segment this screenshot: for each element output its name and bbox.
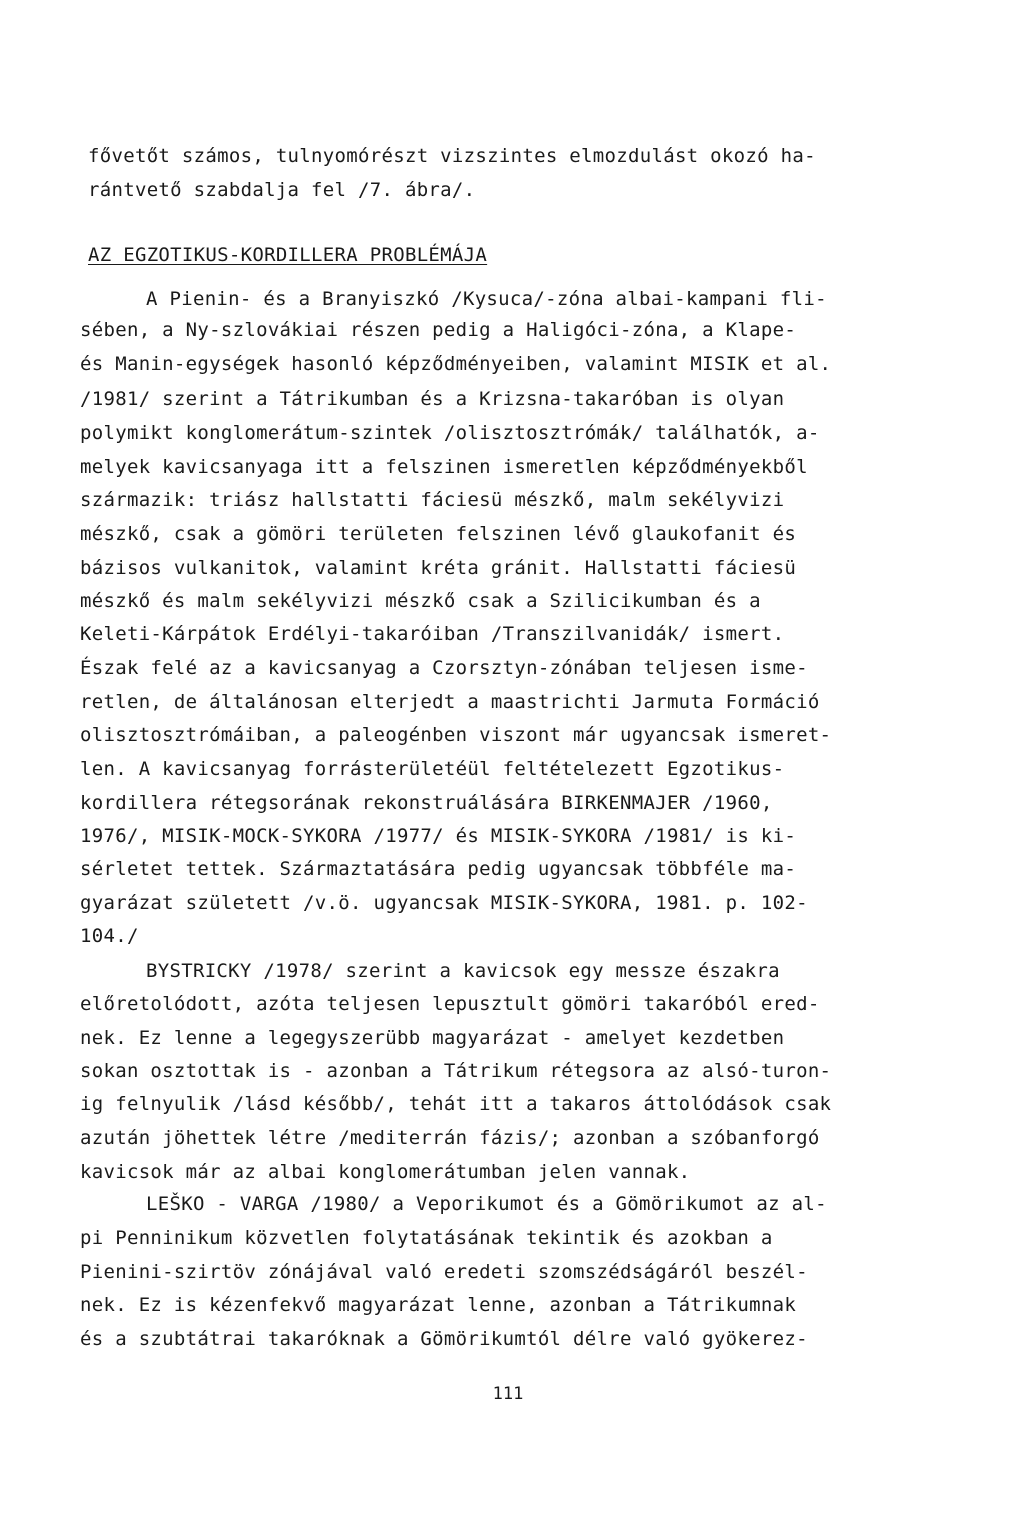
text-line: mészkő és malm sekélyvizi mészkő csak a Szilicikumban és a: [80, 590, 761, 612]
text-line: ig felnyulik /lásd később/, tehát itt a takaros áttolódások csak: [80, 1093, 832, 1115]
section-heading: AZ EGZOTIKUS-KORDILLERA PROBLÉMÁJA: [88, 244, 488, 266]
text-line: mészkő, csak a gömöri területen felszinen lévő glaukofanit és: [80, 523, 797, 545]
text-line: len. A kavicsanyag forrásterületéül feltételezett Egzotikus-: [80, 758, 785, 780]
text-line: Keleti-Kárpátok Erdélyi-takaróiban /Transzilvanidák/ ismert.: [80, 623, 785, 645]
text-line: LEŠKO - VARGA /1980/ a Veporikumot és a Gömörikumot az al-: [146, 1193, 827, 1215]
text-line: sérletet tettek. Származtatására pedig ugyancsak többféle ma-: [80, 858, 797, 880]
text-line: melyek kavicsanyaga itt a felszinen ismeretlen képződményekből: [80, 456, 808, 478]
text-line: 1976/, MISIK-MOCK-SYKORA /1977/ és MISIK-SYKORA /1981/ is ki-: [80, 825, 797, 847]
text-line: Észak felé az a kavicsanyag a Czorsztyn-zónában teljesen isme-: [80, 657, 808, 679]
text-line: A Pienin- és a Branyiszkó /Kysuca/-zóna albai-kampani fli-: [146, 288, 827, 310]
page-number: 111: [492, 1384, 524, 1404]
text-line: előretolódott, azóta teljesen lepusztult gömöri takaróból ered-: [80, 993, 820, 1015]
text-line: gyarázat született /v.ö. ugyancsak MISIK-SYKORA, 1981. p. 102-: [80, 892, 808, 914]
text-line: nek. Ez is kézenfekvő magyarázat lenne, azonban a Tátrikumnak: [80, 1294, 797, 1316]
text-line: /1981/ szerint a Tátrikumban és a Krizsna-takaróban is olyan: [80, 388, 785, 410]
text-line: Pienini-szirtöv zónájával való eredeti szomszédságáról beszél-: [80, 1261, 808, 1283]
text-line: és a szubtátrai takaróknak a Gömörikumtól délre való gyökerez-: [80, 1328, 808, 1350]
text-line: származik: triász hallstatti fáciesü mészkő, malm sekélyvizi: [80, 489, 785, 511]
text-line: nek. Ez lenne a legegyszerübb magyarázat - amelyet kezdetben: [80, 1027, 785, 1049]
text-line: pi Penninikum közvetlen folytatásának tekintik és azokban a: [80, 1227, 773, 1249]
text-line: és Manin-egységek hasonló képződményeiben, valamint MISIK et al.: [80, 353, 832, 375]
text-line: azután jöhettek létre /mediterrán fázis/; azonban a szóbanforgó: [80, 1127, 820, 1149]
text-line: rántvető szabdalja fel /7. ábra/.: [88, 179, 476, 201]
text-line: retlen, de általánosan elterjedt a maastrichti Jarmuta Formáció: [80, 691, 820, 713]
text-line: bázisos vulkanitok, valamint kréta gránit. Hallstatti fáciesü: [80, 557, 797, 579]
text-line: 104./: [80, 925, 139, 947]
text-line: olisztosztrómáiban, a paleogénben viszont már ugyancsak ismeret-: [80, 724, 832, 746]
text-line: sében, a Ny-szlovákiai részen pedig a Haligóci-zóna, a Klape-: [80, 319, 797, 341]
text-line: fővetőt számos, tulnyomórészt vizszintes elmozdulást okozó ha-: [88, 145, 816, 167]
text-line: BYSTRICKY /1978/ szerint a kavicsok egy messze északra: [146, 960, 780, 982]
text-line: sokan osztottak is - azonban a Tátrikum rétegsora az alsó-turon-: [80, 1060, 832, 1082]
text-line: kordillera rétegsorának rekonstruálására BIRKENMAJER /1960,: [80, 792, 773, 814]
text-line: kavicsok már az albai konglomerátumban jelen vannak.: [80, 1161, 691, 1183]
text-line: polymikt konglomerátum-szintek /olisztosztrómák/ találhatók, a-: [80, 422, 820, 444]
